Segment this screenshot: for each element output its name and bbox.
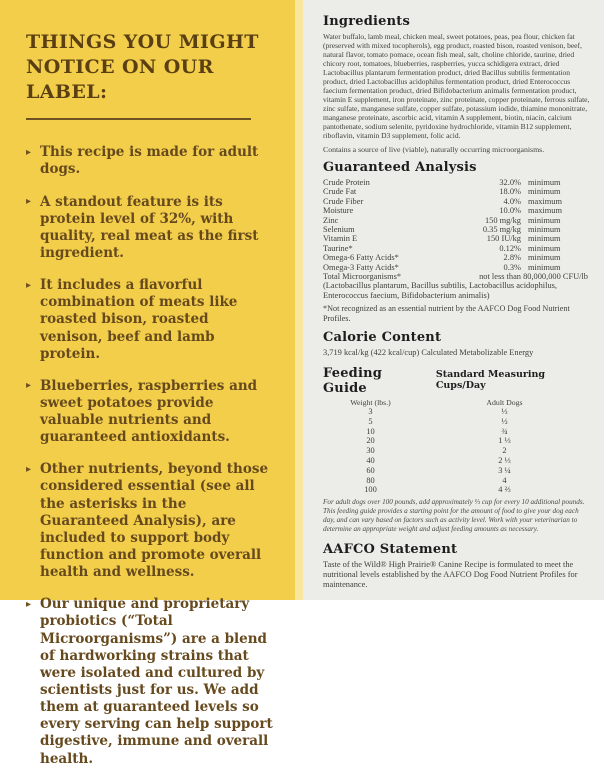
- feeding-guide-header: [323, 366, 591, 396]
- aafco-statement-section: [323, 542, 591, 590]
- calorie-content-value: 3,719 kcal/kg (422 kcal/cup) Calculated Metabolizable Energy: [323, 348, 534, 358]
- bullet-arrow-icon: ▸: [26, 196, 32, 208]
- feeding-guide-footnote: For adult dogs over 100 pounds, add approximately ⅓ cup for every 10 additional pounds. This feeding guide provides a starting point for the amount of food to give your dog each day, and can vary based on factors such as activity level. Work with your veterinarian to determine an appropriate weight and adjust feeding amounts as necessary.: [323, 498, 585, 533]
- microorganism-species-list: (Lactobacillus plantarum, Bacillus subtilis, Lactobacillus acidophilus, Enterococcus faecium, Bifidobacterium animalis): [323, 281, 557, 300]
- aafco-heading: AAFCO Statement: [323, 542, 458, 558]
- weight-column-header: Weight (lbs.): [350, 398, 391, 408]
- nutrient-qualifier: minimum: [528, 243, 561, 253]
- weight-value: 3: [368, 407, 373, 417]
- callout-text: This recipe is made for adult dogs.: [40, 144, 259, 178]
- callout-text: Blueberries, raspberries and sweet potatoes provide valuable nutrients and guaranteed antioxidants.: [40, 377, 258, 446]
- nutrient-label: Selenium: [323, 225, 355, 235]
- cups-value: ½: [501, 416, 508, 426]
- table-row: [323, 187, 569, 196]
- bullet-arrow-icon: ▸: [26, 279, 32, 291]
- feeding-row: [323, 407, 591, 417]
- weight-value: 40: [366, 456, 375, 466]
- feeding-row: [323, 456, 591, 466]
- list-item: [26, 461, 273, 581]
- nutrient-label: Crude Fat: [323, 187, 357, 197]
- nutrient-value: 2.8%: [503, 253, 521, 263]
- feeding-row: [323, 436, 591, 446]
- nutrient-label: Taurine*: [323, 243, 353, 253]
- bullet-arrow-icon: ▸: [26, 598, 32, 610]
- callout-text: A standout feature is its protein level of 32%, with quality, real meat as the first ingredient.: [40, 193, 259, 261]
- weight-value: 60: [366, 465, 375, 475]
- nutrient-label: Crude Protein: [323, 178, 370, 187]
- nutrient-qualifier: minimum: [528, 234, 561, 244]
- cups-value: 2: [502, 446, 507, 456]
- nutrient-value: 18.0%: [499, 187, 521, 197]
- weight-value: 5: [368, 416, 373, 426]
- feeding-row: [323, 427, 591, 437]
- nutrient-value: 0.35 mg/kg: [482, 225, 521, 235]
- feeding-row: [323, 476, 591, 486]
- feeding-row: [323, 485, 591, 495]
- microorganisms-note: Contains a source of live (viable), naturally occurring microorganisms.: [323, 145, 545, 154]
- asterisk-footnote: *Not recognized as an essential nutrient by the AAFCO Dog Food Nutrient Profiles.: [323, 304, 570, 323]
- cups-value: 1 ⅓: [498, 436, 511, 446]
- nutrient-value: not less than 80,000,000 CFU/lb: [479, 272, 588, 282]
- weight-value: 80: [366, 475, 375, 485]
- list-item: [26, 194, 273, 263]
- nutrient-qualifier: minimum: [528, 225, 561, 235]
- list-item: [26, 144, 273, 178]
- nutrient-value: 0.12%: [499, 243, 521, 253]
- nutrient-label: Omega-6 Fatty Acids*: [323, 253, 399, 263]
- guaranteed-analysis-table: [323, 178, 569, 272]
- calorie-content-heading: Calorie Content: [323, 330, 442, 346]
- nutrient-qualifier: maximum: [528, 206, 562, 216]
- panel-title-line2: NOTICE ON OUR LABEL:: [26, 56, 214, 104]
- callout-text: It includes a flavorful combination of meats like roasted bison, roasted venison, beef and lamb protein.: [40, 277, 238, 362]
- table-row: [323, 234, 569, 243]
- table-row: [323, 178, 569, 187]
- nutrient-label: Omega-3 Fatty Acids*: [323, 262, 399, 272]
- list-item: [26, 596, 273, 767]
- table-row: [323, 206, 569, 215]
- panel-title-line1: THINGS YOU MIGHT: [26, 31, 259, 53]
- nutrient-label: Total Microorganisms*: [323, 272, 402, 282]
- nutrient-value: 150 mg/kg: [484, 215, 521, 225]
- callout-text: Our unique and proprietary probiotics (“Total Microorganisms”) are a blend of hardworking strains that were isolated and cultured by scientists just for us. We add them at guaranteed levels so every serving can help support digestive, immune and overall health.: [40, 596, 273, 767]
- nutrient-value: 4.0%: [503, 196, 521, 206]
- nutrient-value: 10.0%: [499, 206, 521, 216]
- nutrient-value: 32.0%: [499, 178, 521, 187]
- feeding-row: [323, 417, 591, 427]
- callout-list: [26, 144, 273, 768]
- ingredients-list: Water buffalo, lamb meal, chicken meal, sweet potatoes, peas, pea flour, chicken fat (preserved with mixed tocopherols), egg product, roasted bison, roasted venison, beef, natural flavor, tomato pomace, ocean fish meal, salt, choline chloride, taurine, dried chicory root, tomatoes, blueberries, raspberries, yucca schidigera extract, dried Lactobacillus plantarum fermentation product, dried Bacillus subtilis fermentation product, dried Lactobacillus acidophilus fermentation product, dried Enterococcus faecium fermentation product, dried Bifidobacterium animalis fermentation product, vitamin E supplement, iron proteinate, zinc proteinate, copper proteinate, ferrous sulfate, zinc sulfate, manganese sulfate, copper sulfate, potassium iodide, thiamine mononitrate, manganese proteinate, ascorbic acid, vitamin A supplement, biotin, niacin, calcium pantothenate, sodium selenite, pyridoxine hydrochloride, vitamin B12 supplement, riboflavin, vitamin D3 supplement, folic acid.: [323, 32, 590, 140]
- weight-value: 30: [366, 446, 375, 456]
- guaranteed-analysis-section: [323, 160, 591, 323]
- panel-title: [26, 30, 273, 105]
- nutrient-label: Crude Fiber: [323, 196, 364, 206]
- total-microorganisms-row: [323, 272, 588, 281]
- nutrient-label: Vitamin E: [323, 234, 358, 244]
- table-row: [323, 216, 569, 225]
- weight-value: 10: [366, 426, 375, 436]
- bullet-arrow-icon: ▸: [26, 380, 32, 392]
- nutrient-qualifier: minimum: [528, 215, 561, 225]
- bullet-arrow-icon: ▸: [26, 463, 32, 475]
- nutrition-panel: [303, 0, 604, 600]
- feeding-guide-heading: Feeding Guide: [323, 366, 383, 397]
- table-row: [323, 244, 569, 253]
- nutrient-value: 150 IU/kg: [486, 234, 521, 244]
- table-row: [323, 263, 569, 272]
- list-item: [26, 378, 273, 447]
- table-row: [323, 225, 569, 234]
- ingredients-heading: Ingredients: [323, 14, 411, 29]
- nutrient-label: Moisture: [323, 206, 354, 216]
- feeding-guide-column-headers: [323, 398, 591, 407]
- table-row: [323, 197, 569, 206]
- cups-value: 3 ¼: [498, 465, 511, 475]
- ingredients-section: [323, 14, 591, 154]
- cups-value: 4 ⅔: [498, 485, 511, 495]
- nutrient-value: 0.3%: [503, 262, 521, 272]
- aafco-statement-text: Taste of the Wild® High Prairie® Canine Recipe is formulated to meet the nutritional levels established by the AAFCO Dog Food Nutrient Profiles for maintenance.: [323, 560, 578, 590]
- feeding-row: [323, 446, 591, 456]
- feeding-guide-subheading: Standard Measuring Cups/Day: [435, 369, 546, 392]
- cups-value: ¾: [501, 426, 508, 436]
- cups-column-header: Adult Dogs: [486, 398, 523, 408]
- nutrient-qualifier: minimum: [528, 253, 561, 263]
- nutrient-qualifier: minimum: [528, 178, 561, 187]
- cups-value: ⅓: [501, 407, 508, 417]
- callout-text: Other nutrients, beyond those considered essential (see all the asterisks in the Guaranteed Analysis), are included to support body function and promote overall health and wellness.: [40, 461, 269, 581]
- guaranteed-analysis-heading: Guaranteed Analysis: [323, 160, 477, 175]
- nutrient-label: Zinc: [323, 215, 339, 225]
- nutrient-qualifier: minimum: [528, 187, 561, 197]
- nutrient-qualifier: maximum: [528, 196, 562, 206]
- bullet-arrow-icon: ▸: [26, 146, 32, 158]
- cups-value: 4: [502, 475, 507, 485]
- feeding-guide-table: [323, 407, 591, 495]
- cups-value: 2 ⅓: [498, 456, 511, 466]
- weight-value: 20: [366, 436, 375, 446]
- weight-value: 100: [364, 485, 377, 495]
- feeding-row: [323, 466, 591, 476]
- table-row: [323, 253, 569, 262]
- feeding-guide-section: [323, 366, 591, 533]
- calorie-content-section: [323, 330, 591, 357]
- list-item: [26, 277, 273, 363]
- title-divider: [26, 118, 251, 120]
- nutrient-qualifier: minimum: [528, 262, 561, 272]
